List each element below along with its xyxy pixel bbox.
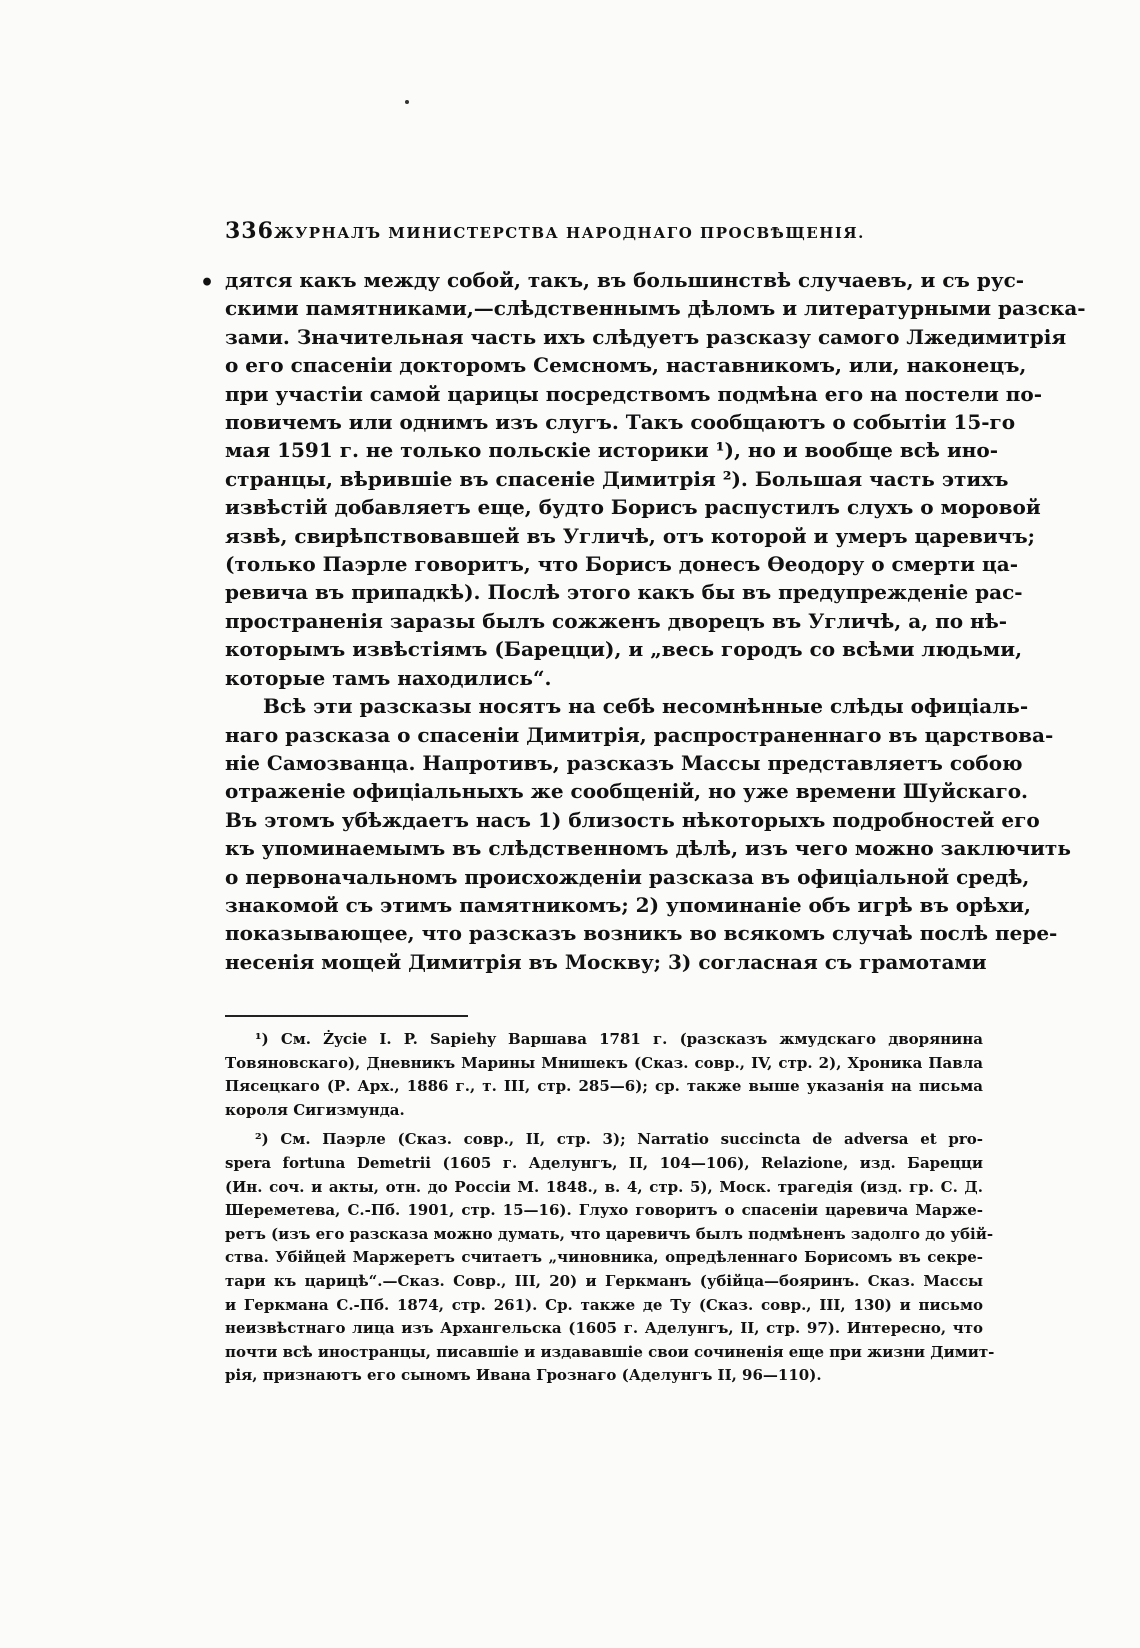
text-line: отраженіе офиціальныхъ же сообщеній, но уже времени Шуйскаго.	[225, 779, 1028, 804]
text-line: о первоначальномъ происхожденіи разсказа въ офиціальной средѣ,	[225, 864, 1030, 889]
footnote-line: почти всѣ иностранцы, писавшіе и издававшіе свои сочиненія еще при жизни Димит-	[225, 1342, 995, 1361]
footnote-line: неизвѣстнаго лица изъ Архангельска (1605 г. Аделунгъ, II, стр. 97). Интересно, что	[225, 1319, 983, 1338]
footnote-line: и Геркмана С.-Пб. 1874, стр. 261). Ср. также де Ту (Сказ. совр., III, 130) и письмо	[225, 1295, 983, 1314]
text-line: извѣстій добавляетъ еще, будто Борисъ распустилъ слухъ о моровой	[225, 495, 1041, 520]
footnote-line: Пясецкаго (Р. Арх., 1886 г., т. III, стр. 285—6); ср. также выше указанія на письма	[225, 1077, 983, 1096]
ink-speck	[405, 100, 409, 104]
footnote-line: короля Сигизмунда.	[225, 1100, 405, 1119]
text-line: несенія мощей Димитрія въ Москву; 3) согласная съ грамотами	[225, 949, 987, 974]
text-line: скими памятниками,—слѣдственнымъ дѣломъ и литературными разска-	[225, 296, 1086, 321]
footnotes	[225, 1028, 995, 1388]
main-text	[225, 266, 1086, 976]
text-line: повичемъ или однимъ изъ слугъ. Такъ сообщаютъ о событіи 15-го	[225, 410, 1016, 435]
footnote-line: spera fortuna Demetrii (1605 г. Аделунгъ, II, 104—106), Relazione, изд. Барецци	[225, 1153, 983, 1172]
page-number: 336	[225, 218, 274, 244]
paragraph	[225, 266, 1086, 692]
text-line: Всѣ эти разсказы носятъ на себѣ несомнѣнные слѣды офиціаль-	[263, 694, 1029, 719]
text-line: которымъ извѣстіямъ (Барецци), и „весь городъ со всѣми людьми,	[225, 637, 1023, 662]
footnote-line: ства. Убійцей Маржеретъ считаетъ „чиновника, опредѣленнаго Борисомъ въ секре-	[225, 1248, 983, 1267]
footnote-line: ¹) См. Życie I. P. Sapiehy Варшава 1781 г. (разсказъ жмудскаго дворянина	[255, 1030, 983, 1048]
footnote-line: рія, признаютъ его сыномъ Ивана Грознаго (Аделунгъ II, 96—110).	[225, 1366, 822, 1385]
text-line: къ упоминаемымъ въ слѣдственномъ дѣлѣ, изъ чего можно заключить	[225, 836, 1071, 861]
text-line: Въ этомъ убѣждаетъ насъ 1) близость нѣкоторыхъ подробностей его	[225, 807, 1040, 832]
paragraph	[225, 692, 1071, 976]
text-line: наго разсказа о спасеніи Димитрія, распространеннаго въ царствова-	[225, 722, 1054, 747]
footnote-1	[225, 1028, 983, 1122]
text-line: ревича въ припадкѣ). Послѣ этого какъ бы въ предупрежденіе рас-	[225, 580, 1023, 605]
text-line: пространенія заразы былъ сожженъ дворецъ въ Угличѣ, а, по нѣ-	[225, 608, 1008, 633]
text-line: мая 1591 г. не только польскіе историки ¹), но и вообще всѣ ино-	[225, 438, 999, 463]
footnote-line: Шереметева, С.-Пб. 1901, стр. 15—16). Глухо говоритъ о спасеніи царевича Марже-	[225, 1201, 983, 1220]
running-header	[225, 218, 865, 244]
footnote-line: (Ин. соч. и акты, отн. до Россіи М. 1848., в. 4, стр. 5), Моск. трагедія (изд. гр. С. Д.	[225, 1177, 983, 1196]
text-line: которые тамъ находились“.	[225, 665, 552, 690]
text-line: знакомой съ этимъ памятникомъ; 2) упоминаніе объ игрѣ въ орѣхи,	[225, 892, 1031, 917]
margin-mark: •	[200, 270, 215, 296]
footnote-line: Товяновскаго), Дневникъ Марины Мнишекъ (Сказ. совр., IV, стр. 2), Хроника Павла	[225, 1053, 983, 1072]
text-line: странцы, вѣрившіе въ спасеніе Димитрія ²). Большая часть этихъ	[225, 466, 1009, 491]
text-line: ніе Самозванца. Напротивъ, разсказъ Массы представляетъ собою	[225, 750, 1023, 775]
text-line: зами. Значительная часть ихъ слѣдуетъ разсказу самого Лжедимитрія	[225, 324, 1067, 349]
text-line: при участіи самой царицы посредствомъ подмѣна его на постели по-	[225, 381, 1043, 406]
text-line: (только Паэрле говоритъ, что Борисъ донесъ Өеодору о смерти ца-	[225, 552, 1018, 577]
footnote-line: ²) См. Паэрле (Сказ. совр., II, стр. 3); Narratio succincta de adversa et pro-	[255, 1130, 983, 1149]
footnote-line: ретъ (изъ его разсказа можно думать, что царевичъ былъ подмѣненъ задолго до убій-	[225, 1224, 994, 1243]
footnote-line: тари къ царицѣ“.—Сказ. Совр., III, 20) и Геркманъ (убійца—бояринъ. Сказ. Массы	[225, 1271, 983, 1290]
text-line: дятся какъ между собой, такъ, въ большинствѣ случаевъ, и съ рус-	[225, 268, 1025, 292]
footnote-2	[225, 1128, 995, 1388]
text-line: язвѣ, свирѣпствовавшей въ Угличѣ, отъ которой и умеръ царевичъ;	[225, 523, 1036, 548]
text-line: о его спасеніи докторомъ Семсномъ, наставникомъ, или, наконецъ,	[225, 353, 1027, 378]
running-title: ЖУРНАЛЪ МИНИСТЕРСТВА НАРОДНАГО ПРОСВѢЩЕНІЯ.	[273, 224, 865, 242]
footnote-rule	[225, 1015, 468, 1017]
text-line: показывающее, что разсказъ возникъ во всякомъ случаѣ послѣ пере-	[225, 921, 1058, 946]
